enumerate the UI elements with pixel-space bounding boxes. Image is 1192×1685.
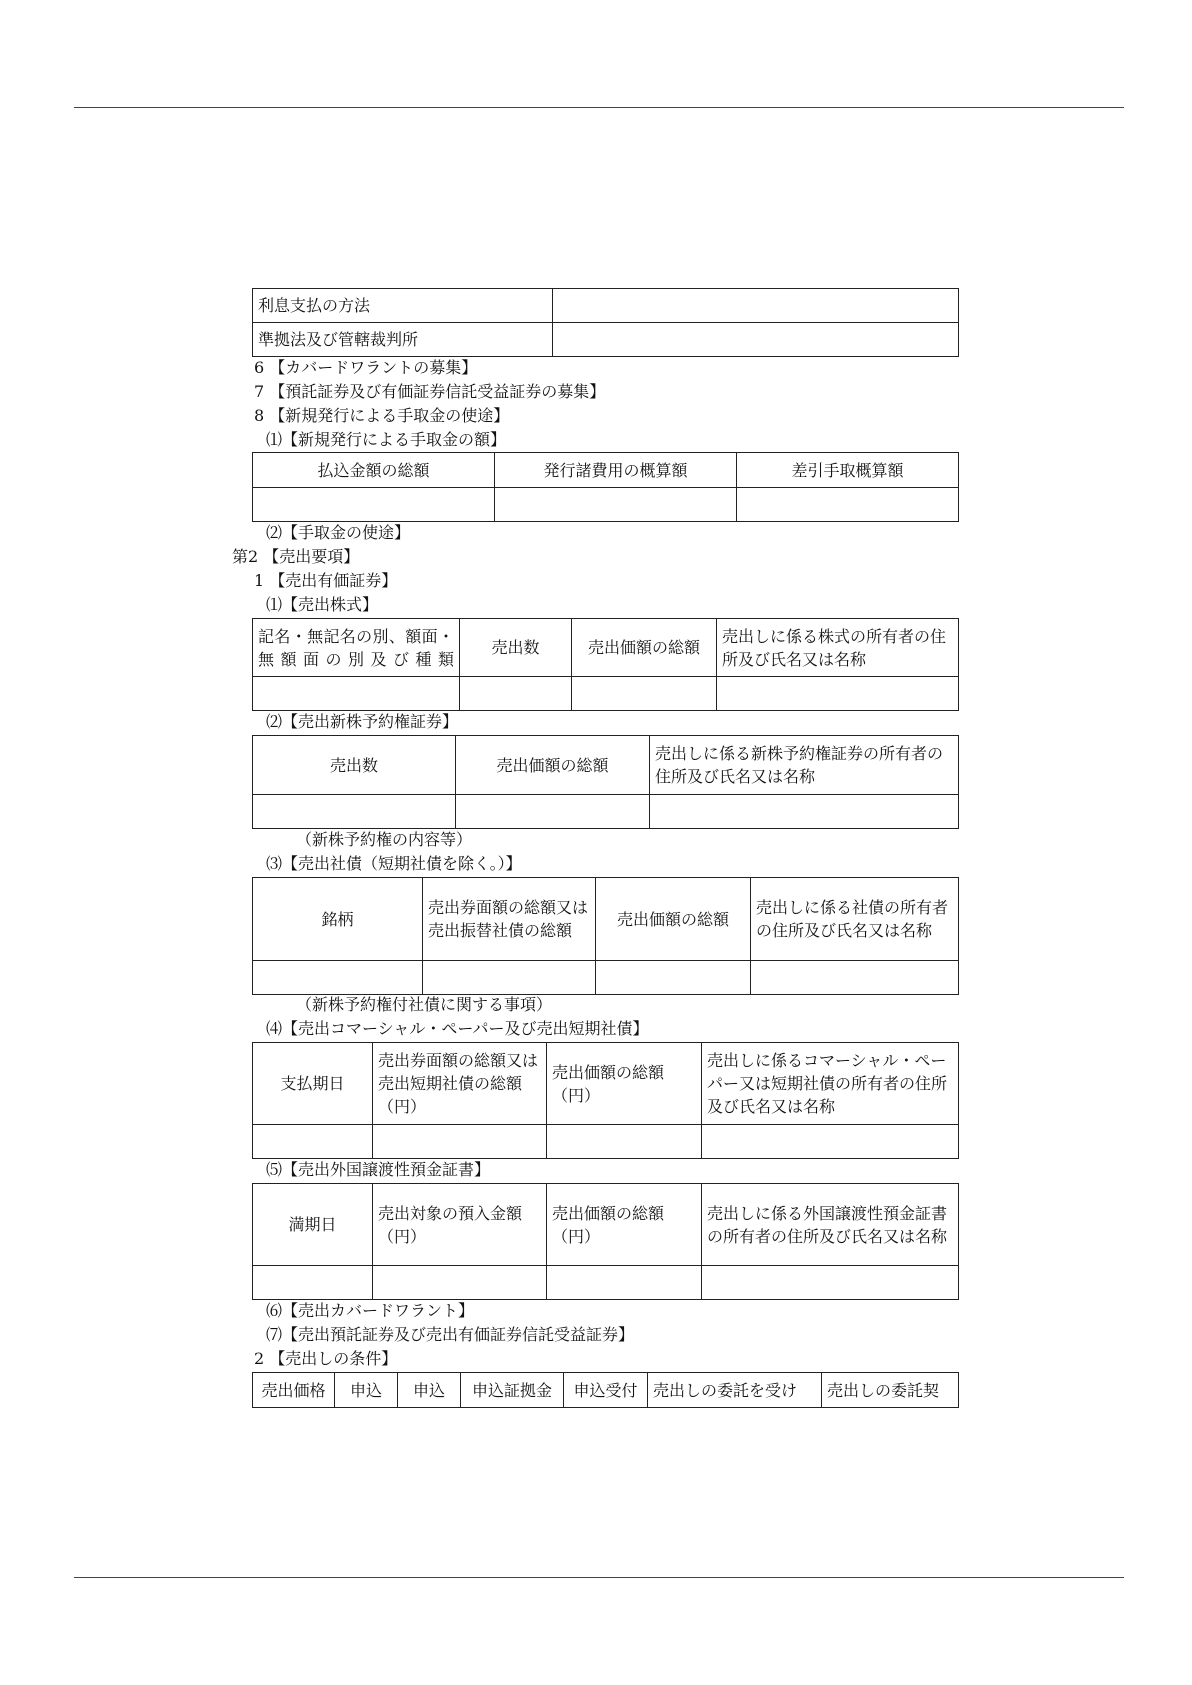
table-cell (253, 961, 423, 995)
table-cell (495, 488, 737, 522)
table-cell (572, 677, 717, 711)
proceeds-header: 払込金額の総額 (253, 453, 495, 488)
table-cell (596, 961, 751, 995)
rights-header: 売出数 (253, 736, 456, 795)
shares-header: 売出数 (460, 619, 572, 677)
interest-method-label: 利息支払の方法 (253, 289, 553, 323)
table-cell (253, 488, 495, 522)
conditions-table (252, 1372, 959, 1408)
conditions-header: 売出しの委託契 (822, 1373, 959, 1408)
table-cell (547, 1125, 702, 1159)
table-cell (702, 1266, 959, 1300)
proceeds-table (252, 452, 959, 522)
table-row (253, 619, 959, 677)
table-cell (456, 795, 650, 829)
heading-p2-1-1: ⑴【売出株式】 (266, 595, 379, 614)
bonds-header: 銘柄 (253, 878, 423, 961)
table-cell (460, 677, 572, 711)
table-cell (253, 795, 456, 829)
conditions-header: 売出価格 (253, 1373, 335, 1408)
cp-header: 売出しに係るコマーシャル・ペーパー又は短期社債の所有者の住所及び氏名又は名称 (702, 1043, 959, 1125)
cp-header: 支払期日 (253, 1043, 373, 1125)
table-cell (737, 488, 959, 522)
cp-header: 売出券面額の総額又は売出短期社債の総額（円） (373, 1043, 547, 1125)
note-bond: （新株予約権付社債に関する事項） (296, 995, 553, 1014)
bonds-header: 売出しに係る社債の所有者の住所及び氏名又は名称 (751, 878, 959, 961)
bonds-header: 売出価額の総額 (596, 878, 751, 961)
heading-p2-1-4: ⑷【売出コマーシャル・ペーパー及び売出短期社債】 (266, 1019, 649, 1038)
cd-table (252, 1183, 959, 1300)
table-row (253, 1125, 959, 1159)
heading-p2-1: 1 【売出有価証券】 (254, 571, 398, 590)
heading-part2: 第2 【売出要項】 (232, 547, 360, 566)
cp-table (252, 1042, 959, 1159)
conditions-header: 申込受付 (564, 1373, 648, 1408)
shares-header: 記名・無記名の別、額面・無額面の別及び種類 (253, 619, 460, 677)
conditions-header: 売出しの委託を受け (648, 1373, 822, 1408)
cd-header: 満期日 (253, 1184, 373, 1266)
rights-header: 売出しに係る新株予約権証券の所有者の住所及び氏名又は名称 (650, 736, 959, 795)
table-cell (751, 961, 959, 995)
heading-p2-1-5: ⑸【売出外国譲渡性預金証書】 (266, 1160, 491, 1179)
conditions-header: 申込 (335, 1373, 398, 1408)
cd-header: 売出価額の総額（円） (547, 1184, 702, 1266)
table-cell (423, 961, 596, 995)
table-cell (373, 1266, 547, 1300)
table-row (253, 323, 959, 357)
table-row (253, 488, 959, 522)
conditions-header: 申込 (398, 1373, 461, 1408)
table-cell (253, 1266, 373, 1300)
table-row (253, 1184, 959, 1266)
heading-s8: 8 【新規発行による手取金の使途】 (254, 406, 510, 425)
table-cell (253, 1125, 373, 1159)
table-row (253, 677, 959, 711)
heading-s8-2: ⑵【手取金の使途】 (266, 523, 411, 542)
table-cell (253, 677, 460, 711)
table-row (253, 878, 959, 961)
footer-rule (74, 1577, 1124, 1578)
heading-p2-1-3: ⑶【売出社債（短期社債を除く。）】 (266, 854, 522, 873)
bonds-table (252, 877, 959, 995)
header-rule (74, 107, 1124, 108)
heading-p2-1-2: ⑵【売出新株予約権証券】 (266, 712, 459, 731)
conditions-header: 申込証拠金 (461, 1373, 564, 1408)
table-cell (650, 795, 959, 829)
table-row (253, 289, 959, 323)
table-cell (547, 1266, 702, 1300)
table-row (253, 961, 959, 995)
proceeds-header: 発行諸費用の概算額 (495, 453, 737, 488)
rights-header: 売出価額の総額 (456, 736, 650, 795)
table-row (253, 1373, 959, 1408)
table-row (253, 736, 959, 795)
table-cell (373, 1125, 547, 1159)
governing-law-value (553, 323, 959, 357)
interest-table (252, 288, 959, 357)
heading-s8-1: ⑴【新規発行による手取金の額】 (266, 430, 507, 449)
table-row (253, 795, 959, 829)
cp-header: 売出価額の総額（円） (547, 1043, 702, 1125)
table-row (253, 453, 959, 488)
table-row (253, 1043, 959, 1125)
heading-p2-1-7: ⑺【売出預託証券及び売出有価証券信託受益証券】 (266, 1325, 635, 1344)
cd-header: 売出しに係る外国譲渡性預金証書の所有者の住所及び氏名又は名称 (702, 1184, 959, 1266)
bonds-header: 売出券面額の総額又は売出振替社債の総額 (423, 878, 596, 961)
shares-header: 売出しに係る株式の所有者の住所及び氏名又は名称 (717, 619, 959, 677)
table-row (253, 1266, 959, 1300)
governing-law-label: 準拠法及び管轄裁判所 (253, 323, 553, 357)
heading-p2-2: 2 【売出しの条件】 (254, 1349, 398, 1368)
heading-s6: 6 【カバードワラントの募集】 (254, 358, 478, 377)
table-cell (702, 1125, 959, 1159)
interest-method-value (553, 289, 959, 323)
table-cell (717, 677, 959, 711)
cd-header: 売出対象の預入金額（円） (373, 1184, 547, 1266)
note-rights: （新株予約権の内容等） (296, 830, 473, 849)
rights-table (252, 735, 959, 829)
heading-s7: 7 【預託証券及び有価証券信託受益証券の募集】 (254, 382, 606, 401)
heading-p2-1-6: ⑹【売出カバードワラント】 (266, 1301, 475, 1320)
shares-table (252, 618, 959, 711)
shares-header: 売出価額の総額 (572, 619, 717, 677)
proceeds-header: 差引手取概算額 (737, 453, 959, 488)
